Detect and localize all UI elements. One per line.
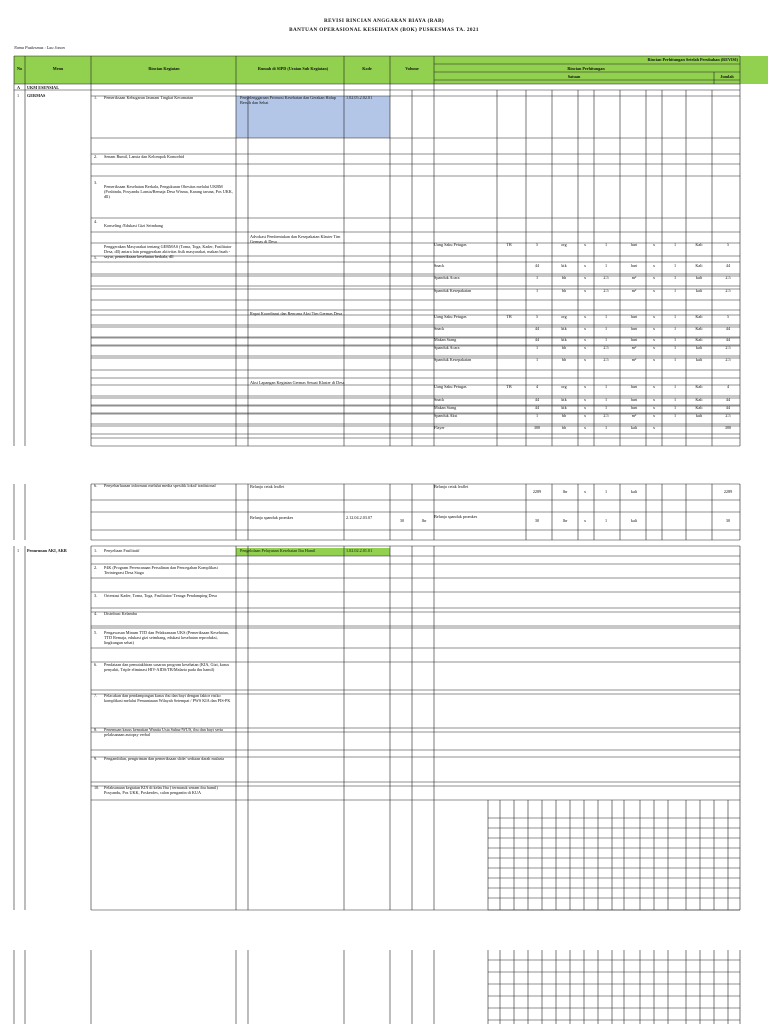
cell-x1: x [583,276,587,280]
cell-x2: x [652,358,656,362]
cell-x1: x [583,338,587,342]
aki-act-text: Orientasi Kader, Toma, Toga, Fasilitator/ Tenaga Pendamping Desa [104,594,217,598]
aki-act-no: 8. [94,728,98,732]
cell-x2: x [652,243,656,247]
cell-k: 1 [673,327,677,331]
document-title-line1: REVISI RINCIAN ANGGARAN BIAYA (RAB) [324,18,444,24]
cell-x2: x [652,426,656,430]
cell-ku: Kali [695,264,703,268]
aki-act-no: 3. [94,594,98,598]
aki-act-no: 7. [94,694,98,698]
cell-ku: Kali [695,243,703,247]
aki-act-no: 4. [94,612,98,616]
germas-act-2-text: Senam Bumil, Lansia dan Kelompok Komorbid [104,155,185,159]
aki-act-text: Pengawasan Minum TTD dan Pelaksanaan UKS (Pemeriksaan Kesehatan, TTD Remaja, edukasi gizi seimbang, edukasi kesehatan reproduksi, lingkungan sehat) [104,631,229,645]
media-x-1: x [583,490,587,494]
cell-qty: 44 [534,264,540,268]
cell-x2: x [652,264,656,268]
germas-act-3-text: Pemeriksaan Kesehatan Berkala, Pengukuran Obesitas melalui UKBM (Posbindu, Posyandu Lansia/Remaja Desa Wisma, Karang taruna, Pos UKK, dll) [104,185,233,199]
cell-k: 1 [673,264,677,268]
media-sipd-1: Belanja cetak leaflet [250,485,285,489]
media-jml-1: 2289 [723,490,733,494]
cell-vol: TB [506,243,512,247]
cell-jml: 44 [725,264,731,268]
col-header-rincian-revisi: Rincian Perhitungan Setelah Perubahan (REVISI) [647,58,738,62]
germas-act-1-text: Pemeriksaan Kebugaran Jasmani Tingkat Kecamatan [104,96,194,100]
cell-k: 1 [673,276,677,280]
germas-sub-1: Advokasi Pembentukan dan Kesepakatan Klaster Tim Germas di Desa [250,235,341,244]
germas-sipd: Penyelenggaraan Promosi Kesehatan dan Gerakan Hidup Bersih dan Sehat [240,96,336,105]
cell-mu: m² [631,414,637,418]
cell-unit: bh [561,346,567,350]
cell-x1: x [583,385,587,389]
aki-act-text: Penemuan kasus kematian Wanita Usia Subur/WUS, ibu dan bayi serta pelaksanaan autopsy verbal [104,728,223,737]
cell-vol: TB [506,385,512,389]
cell-x2: x [652,338,656,342]
cell-mu: kali [630,426,638,430]
cell-label: Spanduk Kesepakatan [434,358,472,362]
col-header-satuan: Satuan [567,75,581,79]
cell-unit: ktk [561,264,567,268]
cell-label: Snack [434,327,445,331]
cell-label: Uang Saku Petugas [434,385,467,389]
aki-act-no: 2. [94,566,98,570]
media-mu-2: kali [630,519,638,523]
cell-unit: ktk [561,398,567,402]
cell-ku: Kali [695,338,703,342]
cell-x1: x [583,358,587,362]
cell-m: 1 [604,264,608,268]
cell-x1: x [583,426,587,430]
cell-m: 1 [604,315,608,319]
cell-x1: x [583,315,587,319]
media-unit-1: lbr [562,490,568,494]
cell-qty: 44 [534,398,540,402]
cell-m: 2.5 [603,414,609,418]
cell-x2: x [652,406,656,410]
aki-menu: Penurunan AKI, AKB [27,549,67,553]
cell-qty: 1 [535,414,539,418]
cell-jml: 2.5 [725,276,731,280]
cell-k: 1 [673,358,677,362]
germas-act-4-no: 4. [94,220,98,224]
cell-qty: 300 [533,426,541,430]
aki-act-text: Pengambilan, pengiriman dan pemeriksaan slide/ sediaan darah malaria [104,757,224,761]
media-qty-2: 30 [534,519,540,523]
cell-qty: 44 [534,406,540,410]
cell-qty: 1 [535,346,539,350]
cell-label: Makan Siang [434,338,457,342]
germas-sub-3: Aksi Lapangan Kegiatan Germas Sesuai Klaster di Desa [250,381,345,385]
document-title-line2: BANTUAN OPERASIONAL KESEHATAN (BOK) PUSKESMAS TA. 2021 [289,27,479,33]
cell-mu: hari [630,406,638,410]
cell-label: Spanduk Kesepakatan [434,289,472,293]
cell-label: Snack [434,398,445,402]
cell-mu: hari [630,385,638,389]
cell-unit: org [561,315,567,319]
aki-act-text: Distribusi Kelambu [104,612,137,616]
aki-act-no: 1. [94,549,98,553]
aki-act-text: P4K (Program Perencanaan Persalinan dan Pencegahan Komplikasi Terintegrasi Desa Siaga [104,566,218,575]
cell-m: 1 [604,385,608,389]
cell-unit: bh [561,276,567,280]
cell-mu: m² [631,289,637,293]
cell-label: Makan Siang [434,406,457,410]
cell-mu: hari [630,338,638,342]
cell-jml: 44 [725,398,731,402]
cell-unit: ktk [561,338,567,342]
cell-m: 1 [604,338,608,342]
cell-qty: 1 [535,276,539,280]
cell-k: 1 [673,315,677,319]
germas-act-6-no: 6. [94,484,98,488]
cell-jml: 2.5 [725,414,731,418]
cell-unit: org [561,243,567,247]
cell-jml: 4 [726,385,730,389]
cell-unit: bh [561,289,567,293]
cell-ku: Kali [695,327,703,331]
cell-label: Spanduk Acara [434,276,460,280]
cell-mu: m² [631,346,637,350]
cell-jml: 2.5 [725,358,731,362]
media-unit-2: lbr [562,519,568,523]
media-m-2: 1 [604,519,608,523]
cell-qty: 1 [535,289,539,293]
puskesmas-label: Nama Puskesmas : Lau Jonan [14,46,65,50]
cell-m: 2.5 [603,358,609,362]
media-kode-2: 2.12.04.2.03.07 [346,516,373,520]
aki-act-no: 9. [94,757,98,761]
aki-act-no: 6. [94,663,98,667]
cell-k: 1 [673,385,677,389]
aki-act-text: Pelaksanaan kegiatan KIA di kelas Ibu ( termasuk senam ibu hamil) Posyandu, Pos UKK, Poskesdes, calon pengantin di KUA [104,786,218,795]
cell-unit: bh [561,414,567,418]
germas-act-2-no: 2. [94,155,98,159]
cell-x1: x [583,327,587,331]
col-header-sipd: Rumah di SIPD (Uraian Sub Kegiatan) [257,67,329,71]
cell-k: 1 [673,398,677,402]
germas-act-5-no: 5. [94,256,98,260]
col-header-no: No [16,67,23,71]
germas-act-4-text: Konseling /Edukasi Gizi Seimbang [104,224,163,228]
media-mu-1: kali [630,490,638,494]
media-m-1: 1 [604,490,608,494]
cell-jml: 2.5 [725,289,731,293]
cell-jml: 44 [725,338,731,342]
cell-ku: Kali [695,406,703,410]
aki-act-text: Pelacakan dan pendampingan kasus ibu dan bayi dengan faktor risiko komplikasi melalui Pemantauan Wilayah Setempat / PWS KIA dan PIS-PK [104,694,231,703]
cell-ku: Kali [695,398,703,402]
germas-act-6-text: Penyebarluasan informasi melalui media spesifik lokal/ tradisional [104,484,216,488]
cell-qty: 4 [535,385,539,389]
cell-x1: x [583,289,587,293]
cell-k: 1 [673,346,677,350]
cell-mu: m² [631,358,637,362]
cell-unit: ktk [561,406,567,410]
cell-qty: 44 [534,327,540,331]
cell-qty: 5 [535,243,539,247]
media-vol-2: 30 [399,519,405,523]
cell-k: 1 [673,289,677,293]
cell-ku: Kali [695,315,703,319]
col-header-jumlah: Jumlah [720,75,734,79]
cell-qty: 5 [535,315,539,319]
aki-no: 1 [17,549,20,553]
germas-kode: 1.02.05.2.02.01 [346,96,373,100]
cell-m: 2.5 [603,346,609,350]
germas-no: 1 [17,94,20,98]
col-header-rincian-kegiatan: Rincian Kegiatan [148,67,180,71]
cell-vol: TB [506,315,512,319]
cell-x1: x [583,406,587,410]
aki-sipd: Pengelolaan Pelayanan Kesehatan Ibu Hamil [240,549,316,553]
germas-sub-2: Rapat Koordinasi dan Rencana Aksi Tim Germas Desa [250,312,342,316]
germas-act-5-text: Penggerakan Masyarakat tentang GERMAS (Toma, Toga, Kader, Fasilitator Desa, dll) antara lain penggerakan aktivitas fisik masyarakat, makan buah -sayur, pemeriksaan kesehatan berkala, dll [104,245,232,259]
cell-mu: m² [631,276,637,280]
cell-ku: kali [695,289,703,293]
media-volu-2: lbr [421,519,427,523]
cell-label: Uang Saku Petugas [434,315,467,319]
cell-x1: x [583,264,587,268]
cell-ku: kali [695,414,703,418]
cell-m: 1 [604,426,608,430]
cell-jml: 44 [725,327,731,331]
media-jml-2: 30 [725,519,731,523]
aki-act-text: Pendataan dan pemutakhiran sasaran program kesehatan (KIA, Gizi, kasus penyakit, Triple eliminasi HIV-AIDS/TB/Malaria pada ibu hamil) [104,663,230,672]
section-a-no: A [17,86,21,90]
cell-jml: 2.5 [725,346,731,350]
cell-ku: Kali [695,385,703,389]
cell-jml: 5 [726,243,730,247]
media-sipd-2: Belanja spanduk promkes [250,516,294,520]
cell-x1: x [583,346,587,350]
cell-label: Spanduk Aksi [434,414,458,418]
cell-x2: x [652,289,656,293]
cell-x1: x [583,243,587,247]
media-qty-1: 2289 [532,490,542,494]
cell-k: 1 [673,243,677,247]
cell-x2: x [652,346,656,350]
cell-qty: 44 [534,338,540,342]
cell-unit: bh [561,426,567,430]
cell-mu: hari [630,315,638,319]
cell-label: Flayer [434,426,445,430]
cell-m: 2.5 [603,276,609,280]
cell-x2: x [652,315,656,319]
media-item-1: Belanja cetak leaflet [434,485,469,489]
cell-jml: 5 [726,315,730,319]
cell-unit: bh [561,358,567,362]
cell-jml: 44 [725,406,731,410]
cell-x2: x [652,276,656,280]
aki-kode: 1.02.02.2.01.01 [346,549,373,553]
cell-qty: 1 [535,358,539,362]
cell-m: 1 [604,243,608,247]
col-header-kode: Kode [362,67,372,71]
germas-menu: GERMAS [27,94,46,98]
col-header-volume: Volume [405,67,419,71]
cell-x1: x [583,398,587,402]
cell-m: 2.5 [603,289,609,293]
media-x-2: x [583,519,587,523]
cell-label: Spanduk Acara [434,346,460,350]
cell-ku: kali [695,358,703,362]
cell-jml: 300 [724,426,732,430]
cell-x2: x [652,327,656,331]
cell-mu: hari [630,327,638,331]
germas-act-3-no: 3. [94,181,98,185]
germas-act-1-no: 1. [94,96,98,100]
cell-label: Snack [434,264,445,268]
aki-act-no: 5. [94,631,98,635]
cell-m: 1 [604,406,608,410]
cell-k: 1 [673,338,677,342]
cell-x2: x [652,414,656,418]
media-item-2: Belanja spanduk promkes [434,515,478,519]
cell-unit: ktk [561,327,567,331]
col-header-menu: Menu [52,67,64,71]
cell-m: 1 [604,327,608,331]
cell-label: Uang Saku Petugas [434,243,467,247]
cell-x2: x [652,398,656,402]
cell-ku: kali [695,276,703,280]
cell-mu: hari [630,398,638,402]
aki-act-no: 10. [94,786,100,790]
cell-mu: hari [630,243,638,247]
cell-x2: x [652,385,656,389]
cell-ku: kali [695,346,703,350]
cell-k: 1 [673,414,677,418]
cell-m: 1 [604,398,608,402]
section-a-label: UKM ESENSIAL [27,86,59,90]
aki-act-text: Penyeliaan Fasilitatif [104,549,140,553]
cell-unit: org [561,385,567,389]
cell-k: 1 [673,406,677,410]
cell-x1: x [583,414,587,418]
col-header-rincian-perhitungan: Rincian Perhitungan [567,67,605,71]
cell-mu: hari [630,264,638,268]
